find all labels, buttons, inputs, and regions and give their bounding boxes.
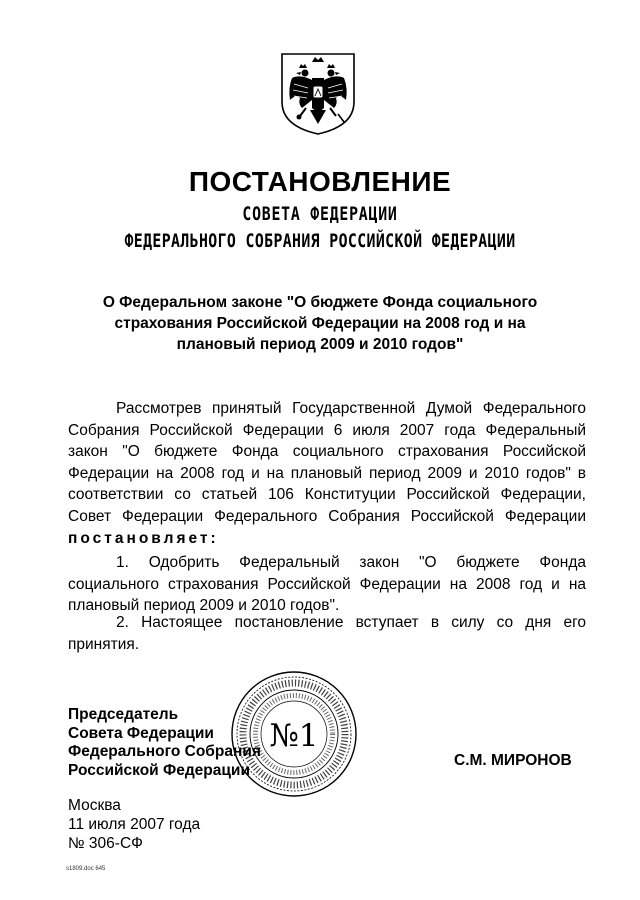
document-number: № 306-СФ	[68, 835, 143, 852]
resolution-subject	[80, 292, 560, 355]
document-city: Москва	[68, 797, 121, 814]
preamble-paragraph	[68, 398, 586, 549]
document-date: 11 июля 2007 года	[68, 816, 201, 833]
signatory-line-3: Федерального Собрания	[68, 743, 261, 760]
decision-word: постановляет:	[68, 529, 219, 547]
subject-line-1: О Федеральном законе "О бюджете Фонда социального	[102, 294, 538, 311]
preamble-text: Рассмотрев принятый Государственной Думой Федерального Собрания Российской Федерации 6 июля 2007 года Федеральный закон "О бюджете Фонда социального страхования Российской Федерации на 2008 год и на плановый период 2009 и 2010 годов" в соответствии со статьей 106 Конституции Российской Федерации, Совет Федерации Федерального Собрания Российской Федерации	[68, 400, 586, 525]
double-headed-eagle-emblem-icon	[272, 48, 364, 138]
seal-number: №1	[269, 718, 319, 754]
document-title: ПОСТАНОВЛЕНИЕ	[188, 166, 452, 197]
document-subtitle-line2: ФЕДЕРАЛЬНОГО СОБРАНИЯ РОССИЙСКОЙ ФЕДЕРАЦИИ	[124, 230, 516, 252]
signatory-line-4: Российской Федерации	[68, 761, 250, 779]
document-subtitle-line1: СОВЕТА ФЕДЕРАЦИИ	[242, 203, 398, 225]
file-reference: s1809.doc 645	[66, 866, 106, 872]
subject-line-2: страхования Российской Федерации на 2008 год и на	[114, 315, 526, 332]
signatory-line-1: Председатель	[68, 706, 179, 723]
signatory-line-2: Совета Федерации	[68, 724, 214, 742]
document-place-date	[68, 796, 200, 853]
resolution-item-1: 1. Одобрить Федеральный закон "О бюджете Фонда социального страхования Российской Федерации на 2008 год и на плановый период 2009 и 2010 годов".	[68, 554, 586, 615]
signatory-title	[68, 706, 261, 780]
signatory-name: С.М. МИРОНОВ	[454, 752, 572, 769]
subject-line-3: плановый период 2009 и 2010 годов"	[176, 336, 464, 353]
resolution-item-2: 2. Настоящее постановление вступает в силу со дня его принятия.	[68, 614, 586, 653]
